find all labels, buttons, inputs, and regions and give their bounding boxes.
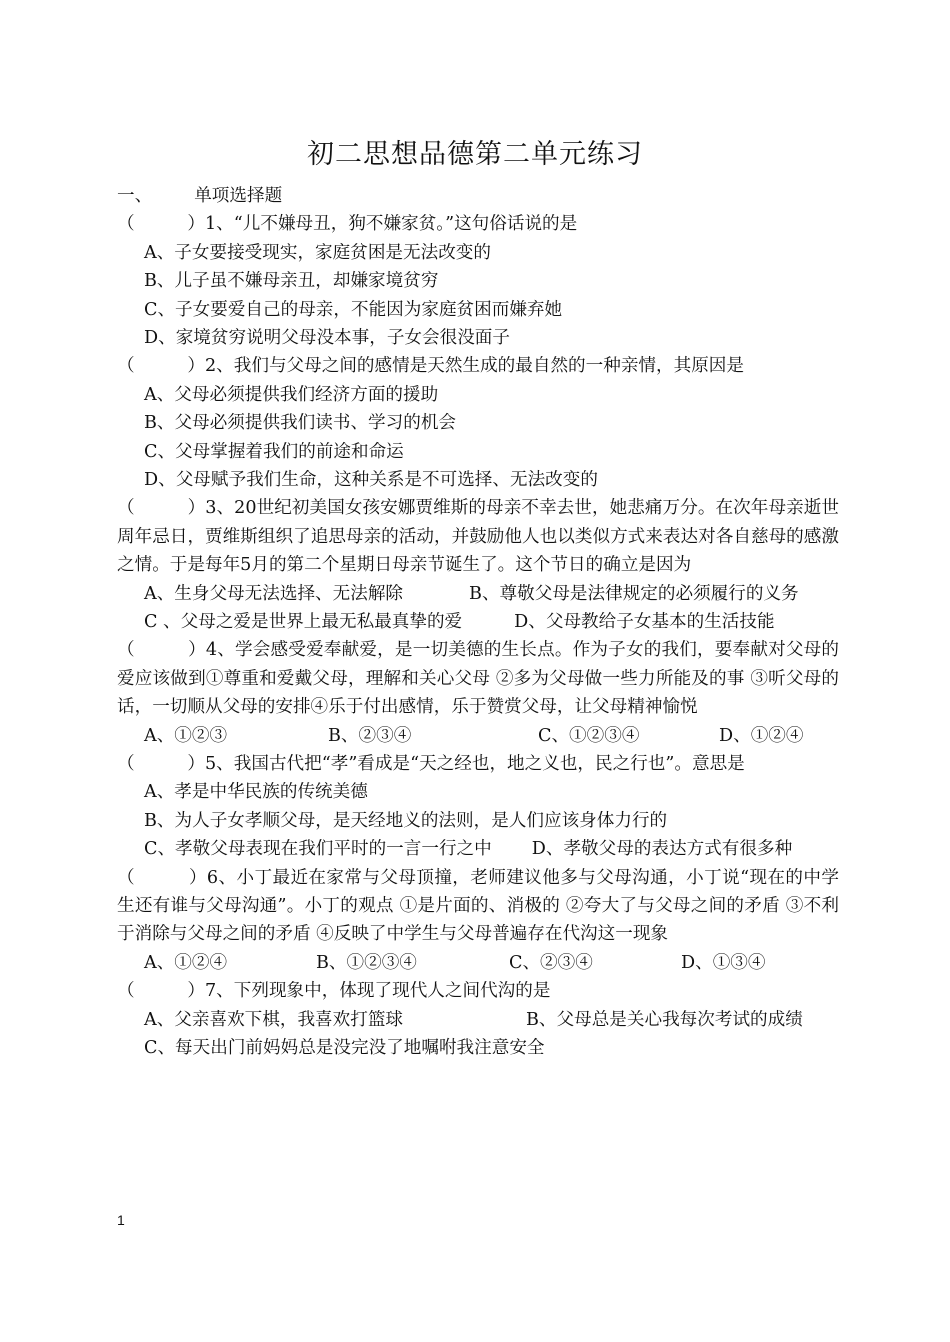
section-heading (117, 182, 839, 210)
option: C、①②③④ (538, 725, 640, 746)
option: A、子女要接受现实，家庭贫困是无法改变的 (144, 242, 491, 263)
option: D、父母教给子女基本的生活技能 (514, 611, 775, 632)
option: B、尊敬父母是法律规定的必须履行的义务 (469, 583, 799, 604)
option: A、①②④ (144, 952, 228, 973)
option: B、①②③④ (316, 952, 417, 973)
option: A、父亲喜欢下棋，我喜欢打篮球 (144, 1009, 404, 1030)
option-row (117, 580, 839, 608)
question-stem: （ ）6、小丁最近在家常与父母顶撞，老师建议他多与父母沟通，小丁说“现在的中学生还有谁与父母沟通”。小丁的观点 ①是片面的、消极的 ②夸大了与父母之间的矛盾 ③不利于消除与父母之间的矛盾 ④反映了中学生与父母普遍存在代沟这一现象 (117, 867, 839, 945)
option: C、每天出门前妈妈总是没完没了地嘱咐我注意安全 (144, 1037, 545, 1058)
option: B、为人子女孝顺父母，是天经地义的法则，是人们应该身体力行的 (144, 810, 668, 831)
option: B、父母总是关心我每次考试的成绩 (526, 1009, 803, 1030)
section-label: 单项选择题 (194, 186, 283, 206)
option: B、父母必须提供我们读书、学习的机会 (144, 413, 457, 434)
question-stem: （ ）7、下列现象中，体现了现代人之间代沟的是 (117, 981, 551, 1002)
option-row (117, 722, 839, 750)
option: A、①②③ (144, 725, 228, 746)
option: C、父母掌握着我们的前途和命运 (144, 441, 404, 462)
page-number: 1 (117, 1212, 125, 1228)
question-stem: （ ）4、学会感受爱奉献爱，是一切美德的生长点。作为子女的我们，要奉献对父母的爱应该做到①尊重和爱戴父母，理解和关心父母 ②多为父母做一些力所能及的事 ③听父母的话，一切顺从父母的安排④乐于付出感情，乐于赞赏父母，让父母精神愉悦 (117, 640, 839, 718)
section-number: 一、 (117, 186, 153, 206)
option: D、孝敬父母的表达方式有很多种 (531, 839, 793, 860)
option: C、孝敬父母表现在我们平时的一言一行之中 (144, 839, 492, 860)
option-row (117, 608, 839, 636)
option-row (117, 835, 839, 863)
exercise-content (117, 182, 839, 1062)
option: C、②③④ (509, 952, 593, 973)
question-stem: （ ）1、“儿不嫌母丑，狗不嫌家贫。”这句俗话说的是 (117, 214, 578, 235)
question-stem: （ ）3、20世纪初美国女孩安娜贾维斯的母亲不幸去世，她悲痛万分。在次年母亲逝世周年忌日，贾维斯组织了追思母亲的活动，并鼓励他人也以类似方式来表达对各自慈母的感激之情。于是每年5月的第二个星期日母亲节诞生了。这个节日的确立是因为 (117, 498, 839, 576)
option-row (117, 949, 839, 977)
option-row (117, 1006, 839, 1034)
question-stem: （ ）5、我国古代把“孝”看成是“天之经也，地之义也，民之行也”。意思是 (117, 753, 745, 774)
question-stem: （ ）2、我们与父母之间的感情是天然生成的最自然的一种亲情，其原因是 (117, 356, 744, 377)
option: B、儿子虽不嫌母亲丑，却嫌家境贫穷 (144, 271, 439, 292)
option: C 、父母之爱是世界上最无私最真挚的爱 (144, 611, 463, 632)
option: A、生身父母无法选择、无法解除 (144, 583, 404, 604)
option: A、父母必须提供我们经济方面的援助 (144, 384, 439, 405)
option: D、①③④ (681, 952, 766, 973)
option: D、家境贫穷说明父母没本事，子女会很没面子 (144, 327, 510, 348)
option: B、②③④ (328, 725, 412, 746)
option: D、父母赋予我们生命，这种关系是不可选择、无法改变的 (144, 469, 598, 490)
option: D、①②④ (719, 725, 804, 746)
option: A、孝是中华民族的传统美德 (144, 782, 368, 803)
option: C、子女要爱自己的母亲，不能因为家庭贫困而嫌弃她 (144, 299, 563, 320)
page-title: 初二思想品德第二单元练习 (307, 139, 643, 170)
